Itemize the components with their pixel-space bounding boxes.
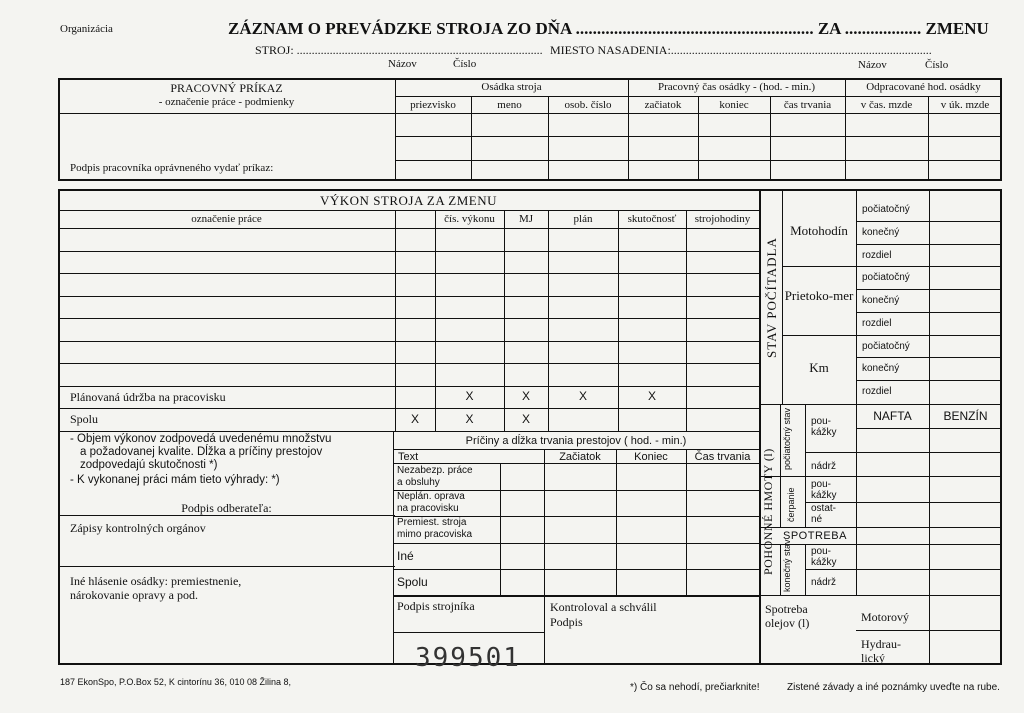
work-time-header: Pracovný čas osádky - (hod. - min.) [657, 81, 816, 93]
downtime-reason: Nezabezp. práce [397, 465, 473, 476]
col-start: začiatok [644, 99, 682, 111]
col-surname: priezvisko [410, 99, 456, 111]
total-row-label: Spolu [70, 412, 99, 426]
downtime-reason: a obsluhy [397, 477, 440, 488]
downtime-total: Spolu [397, 575, 428, 589]
col-duration: Čas trvania [694, 451, 751, 463]
initial-label: počiatočný [862, 341, 910, 352]
col-plan: plán [573, 213, 593, 225]
fuel-label: POHONNÉ HMOTY (l) [761, 448, 775, 575]
x-mark: X [465, 412, 474, 426]
name-caption: Názov [858, 59, 887, 71]
x-mark: X [465, 389, 474, 403]
consumption-label: SPOTREBA [783, 530, 847, 542]
voucher-label: pou- [811, 546, 832, 557]
col-duration: čas trvania [783, 99, 832, 111]
difference-label: rozdiel [862, 250, 892, 261]
work-order-subtitle: - označenie práce - podmienky [158, 96, 295, 108]
final-label: konečný [862, 295, 900, 306]
diesel-header: NAFTA [873, 409, 912, 423]
downtime-reason: Neplán. oprava [397, 491, 465, 502]
note-line: - Objem výkonov zodpovedá uvedenému množstvu [70, 433, 332, 445]
downtime-reason: Premiest. stroja [397, 517, 467, 528]
final-label: konečný [862, 363, 900, 374]
col-work-designation: označenie práce [191, 213, 262, 225]
col-time-wage: v čas. mzde [860, 99, 913, 111]
crew-header: Osádka stroja [481, 81, 542, 93]
initial-state-label: počiatočný stav [782, 407, 792, 470]
voucher-label: kážky [811, 490, 837, 501]
crew-report-label: Iné hlásenie osádky: premiestnenie, [70, 574, 242, 588]
x-mark: X [410, 412, 419, 426]
hydraulic-oil-label: Hydrau- [861, 637, 901, 651]
location-field[interactable]: MIESTO NASADENIA:....................................................................................... [550, 43, 932, 57]
x-mark: X [578, 389, 587, 403]
voucher-label: pou- [811, 479, 832, 490]
tank-label: nádrž [811, 461, 837, 472]
approver-signature-label: Podpis [550, 615, 583, 629]
note-line: - K vykonanej práci mám tieto výhrady: *) [70, 474, 280, 486]
col-piece-wage: v úk. mzde [940, 99, 990, 111]
serial-number: 399501 [415, 643, 521, 673]
difference-label: rozdiel [862, 318, 892, 329]
number-caption: Číslo [925, 59, 949, 71]
footnote-remarks: Zistené závady a iné poznámky uveďte na rube. [787, 682, 1000, 693]
hydraulic-oil-label: lický [861, 651, 885, 665]
performance-title: VÝKON STROJA ZA ZMENU [320, 193, 497, 208]
note-line: zodpovedajú skutočnosti *) [80, 459, 218, 471]
publisher-info: 187 EkonSpo, P.O.Box 52, K cintorínu 36, 010 08 Žilina 8, [60, 677, 291, 687]
final-state-label: konečný stav [782, 539, 792, 592]
note-line: a požadovanej kvalite. Dĺžka a príčiny prestojov [80, 446, 323, 458]
x-mark: X [521, 412, 530, 426]
col-text: Text [398, 451, 419, 463]
approved-label: Kontroloval a schválil [550, 600, 657, 614]
initial-label: počiatočný [862, 272, 910, 283]
name-caption: Názov [388, 58, 417, 70]
petrol-header: BENZÍN [943, 409, 988, 423]
difference-label: rozdiel [862, 386, 892, 397]
col-machine-hours: strojohodiny [694, 213, 751, 225]
customer-signature-label: Podpis odberateľa: [181, 501, 272, 515]
tank-label: nádrž [811, 577, 837, 588]
counter-state-label: STAV POČÍTADLA [764, 237, 779, 358]
order-signature-label: Podpis pracovníka oprávneného vydať príkaz: [70, 162, 274, 174]
col-actual: skutočnosť [627, 213, 677, 225]
machine-field[interactable]: STROJ: .................................................................................. [255, 43, 543, 57]
oil-consumption-label: Spotreba [765, 602, 808, 616]
x-mark: X [647, 389, 656, 403]
form-title: ZÁZNAM O PREVÁDZKE STROJA ZO DŇA ........................................................ ZA .................. ZMENU [228, 19, 989, 38]
other-label: ostat- [811, 503, 837, 514]
final-label: konečný [862, 227, 900, 238]
engine-oil-label: Motorový [861, 610, 909, 624]
col-end: koniec [719, 99, 749, 111]
initial-label: počiatočný [862, 204, 910, 215]
oil-consumption-label: olejov (l) [765, 616, 810, 630]
col-end: Koniec [634, 451, 668, 463]
machine-performance-box [58, 189, 1002, 665]
number-caption: Číslo [453, 58, 477, 70]
other-label: né [811, 514, 823, 525]
col-start: Začiatok [559, 451, 601, 463]
col-personal-number: osob. číslo [564, 99, 612, 111]
downtime-reason: na pracovisku [397, 503, 459, 514]
maintenance-row-label: Plánovaná údržba na pracovisku [70, 390, 226, 404]
km-label: Km [809, 360, 829, 375]
work-order-title: PRACOVNÝ PRÍKAZ [170, 81, 283, 95]
refuel-label: čerpanie [786, 487, 796, 522]
col-output-number: čís. výkonu [444, 213, 495, 225]
hours-worked-header: Odpracované hod. osádky [866, 81, 981, 93]
col-unit: MJ [518, 213, 534, 225]
operator-signature-label: Podpis strojníka [397, 599, 475, 613]
organization-label: Organizácia [60, 23, 113, 35]
flowmeter-label: Prietoko-mer [784, 288, 854, 303]
downtime-title: Príčiny a dĺžka trvania prestojov ( hod. - min.) [465, 435, 687, 447]
downtime-reason: Iné [397, 549, 414, 563]
voucher-label: kážky [811, 427, 837, 438]
footnote-strike: *) Čo sa nehodí, prečiarknite! [630, 682, 760, 693]
x-mark: X [521, 389, 530, 403]
crew-report-label: nárokovanie opravy a pod. [70, 588, 198, 602]
downtime-reason: mimo pracoviska [397, 529, 473, 540]
voucher-label: kážky [811, 557, 837, 568]
voucher-label: pou- [811, 416, 832, 427]
engine-hours-label: Motohodín [790, 223, 848, 238]
col-firstname: meno [497, 99, 522, 111]
inspection-records-label: Zápisy kontrolných orgánov [70, 521, 206, 535]
